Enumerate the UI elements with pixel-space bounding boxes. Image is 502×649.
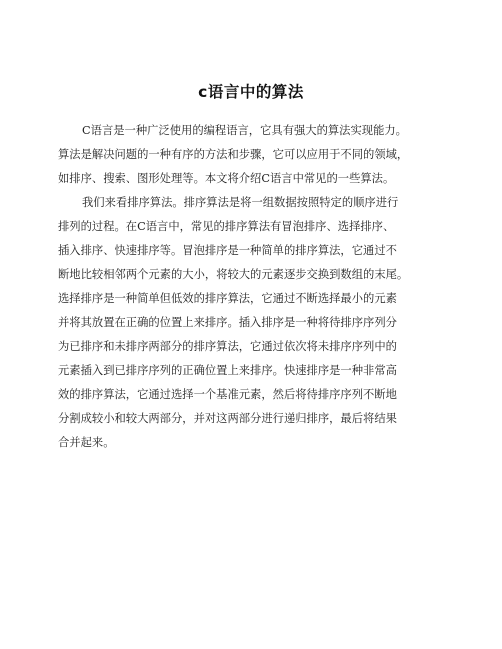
paragraph-line: 排列的过程。在C语言中，常见的排序算法有冒泡排序、选择排序、 (58, 220, 395, 233)
paragraph-line: 效的排序算法，它通过选择一个基准元素，然后将待排序序列不断地 (58, 388, 397, 401)
paragraph-line: 选择排序是一种简单但低效的排序算法，它通过不断选择最小的元素 (58, 292, 397, 305)
paragraph-line: 分割成较小和较大两部分，并对这两部分进行递归排序，最后将结果 (58, 412, 397, 425)
paragraph-intro (58, 119, 478, 191)
paragraph-line: 合并起来。 (58, 436, 115, 449)
paragraph-line: 插入排序、快速排序等。冒泡排序是一种简单的排序算法，它通过不 (58, 244, 397, 257)
paragraph-line: 并将其放置在正确的位置上来排序。插入排序是一种将待排序序列分 (58, 316, 397, 329)
paragraph-sorting (58, 191, 478, 455)
paragraph-line: 我们来看排序算法。排序算法是将一组数据按照特定的顺序进行 (82, 196, 399, 209)
paragraph-line: 断地比较相邻两个元素的大小，将较大的元素逐步交换到数组的末尾。 (58, 268, 409, 281)
paragraph-line: 算法是解决问题的一种有序的方法和步骤，它可以应用于不同的领域， (58, 148, 409, 161)
paragraph-line: 元素插入到已排序序列的正确位置上来排序。快速排序是一种非常高 (58, 364, 397, 377)
document-title: c语言中的算法 (198, 83, 304, 101)
paragraph-line: 如排序、搜索、图形处理等。本文将介绍C语言中常见的一些算法。 (58, 172, 395, 185)
paragraph-line: 为已排序和未排序两部分的排序算法，它通过依次将未排序序列中的 (58, 340, 397, 353)
paragraph-line: C语言是一种广泛使用的编程语言，它具有强大的算法实现能力。 (82, 124, 407, 137)
